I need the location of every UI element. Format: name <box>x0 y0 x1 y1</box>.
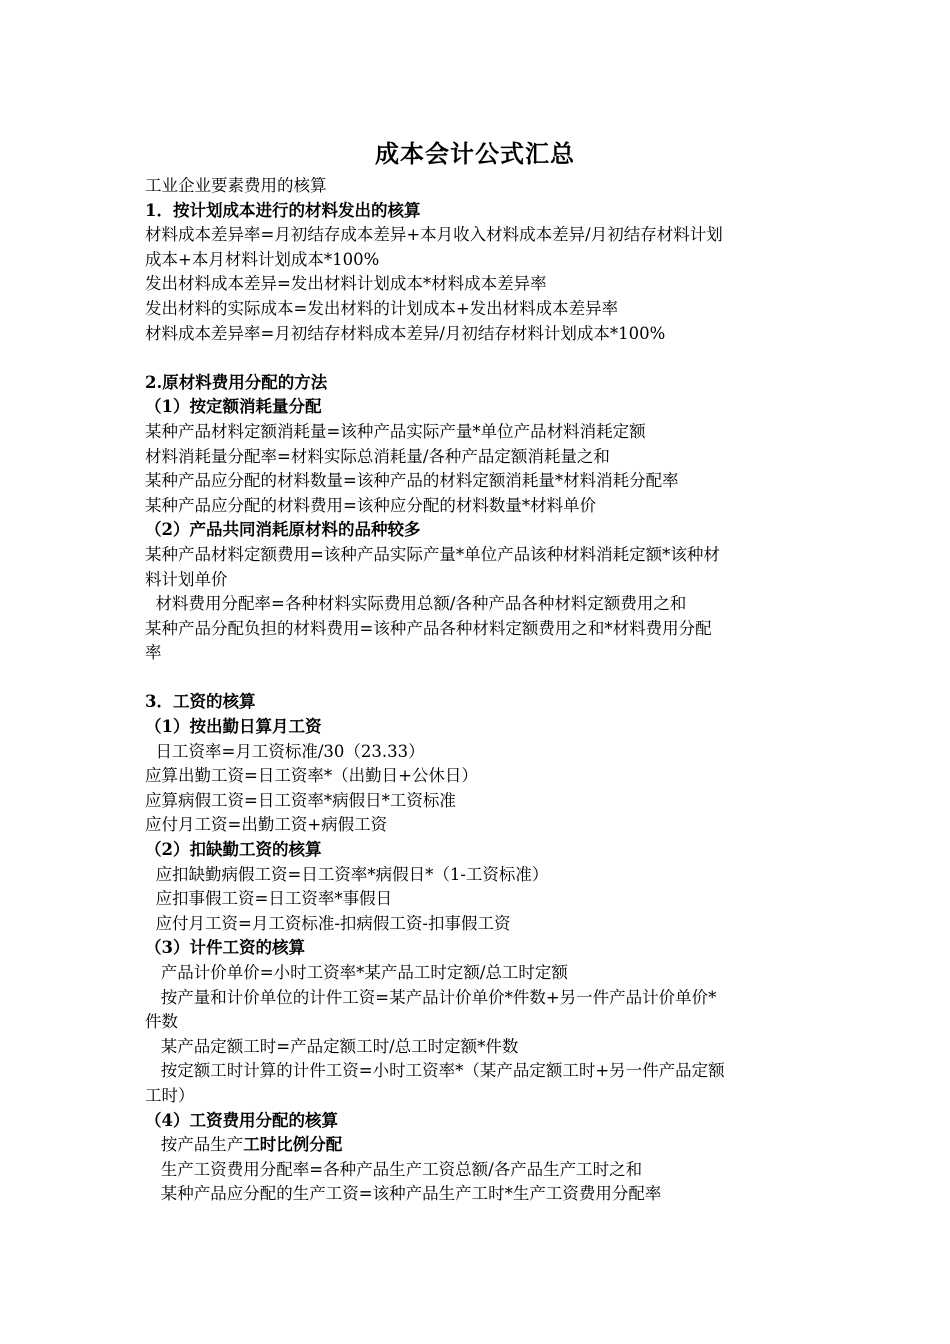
formula-line <box>145 1133 815 1158</box>
formula-line: 发出材料的实际成本=发出材料的计划成本+发出材料成本差异率 <box>145 298 619 318</box>
formula-line: 按产量和计价单位的计件工资=某产品计价单价*件数+另一件产品计价单价* <box>145 987 717 1007</box>
document-title: 成本会计公式汇总 <box>375 139 575 168</box>
formula-line: 某种产品应分配的材料数量=该种产品的材料定额消耗量*材料消耗分配率 <box>145 471 679 491</box>
formula-line: 某种产品应分配的生产工资=该种产品生产工时*生产工资费用分配率 <box>145 1184 662 1204</box>
formula-line: 应付月工资=出勤工资+病假工资 <box>145 815 388 835</box>
formula-line: 率 <box>145 643 162 663</box>
formula-line: 应算出勤工资=日工资率*（出勤日+公休日） <box>145 766 478 786</box>
formula-line: 某种产品分配负担的材料费用=该种产品各种材料定额费用之和*材料费用分配 <box>145 618 712 638</box>
formula-line: 成本+本月材料计划成本*100% <box>145 249 380 269</box>
subsection-heading: （2）扣缺勤工资的核算 <box>145 840 322 860</box>
intro-line: 工业企业要素费用的核算 <box>145 176 327 195</box>
formula-line: 材料消耗量分配率=材料实际总消耗量/各种产品定额消耗量之和 <box>145 446 610 466</box>
formula-line: 应扣缺勤病假工资=日工资率*病假日*（1-工资标准） <box>145 864 549 884</box>
blank-line <box>145 666 815 691</box>
bold-phrase: 工时比例分配 <box>243 1135 343 1155</box>
subsection-heading: （1）按出勤日算月工资 <box>145 717 322 737</box>
subsection-heading: （2）产品共同消耗原材料的品种较多 <box>145 520 421 540</box>
formula-line: 应扣事假工资=日工资率*事假日 <box>145 889 393 909</box>
formula-line: 某产品定额工时=产品定额工时/总工时定额*件数 <box>145 1036 519 1056</box>
formula-line: 材料费用分配率=各种材料实际费用总额/各种产品各种材料定额费用之和 <box>145 594 687 614</box>
formula-line: 生产工资费用分配率=各种产品生产工资总额/各产品生产工时之和 <box>145 1159 643 1179</box>
section-3-heading: 3．工资的核算 <box>145 692 256 712</box>
formula-line: 应算病假工资=日工资率*病假日*工资标准 <box>145 790 456 810</box>
section-1-heading: 1．按计划成本进行的材料发出的核算 <box>145 200 421 220</box>
formula-line: 某种产品材料定额费用=该种产品实际产量*单位产品该种材料消耗定额*该种材 <box>145 544 720 564</box>
subsection-heading: （1）按定额消耗量分配 <box>145 397 322 417</box>
formula-line: 发出材料成本差异=发出材料计划成本*材料成本差异率 <box>145 274 547 294</box>
line-prefix: 按产品生产 <box>145 1135 244 1155</box>
formula-line: 应付月工资=月工资标准-扣病假工资-扣事假工资 <box>145 913 511 933</box>
formula-line: 日工资率=月工资标准/30（23.33） <box>145 741 425 761</box>
formula-line: 料计划单价 <box>145 569 228 589</box>
document-body <box>145 174 815 1207</box>
formula-line: 材料成本差异率=月初结存成本差异+本月收入材料成本差异/月初结存材料计划 <box>145 225 723 245</box>
formula-line: 某种产品应分配的材料费用=该种应分配的材料数量*材料单价 <box>145 495 597 515</box>
formula-line: 按定额工时计算的计件工资=小时工资率*（某产品定额工时+另一件产品定额 <box>145 1061 725 1081</box>
formula-line: 产品计价单价=小时工资率*某产品工时定额/总工时定额 <box>145 963 568 982</box>
formula-line: 工时） <box>145 1085 195 1105</box>
formula-line: 某种产品材料定额消耗量=该种产品实际产量*单位产品材料消耗定额 <box>145 421 646 441</box>
subsection-heading: （4）工资费用分配的核算 <box>145 1110 338 1130</box>
blank-line <box>145 346 815 371</box>
section-2-heading: 2.原材料费用分配的方法 <box>145 372 328 392</box>
subsection-heading: （3）计件工资的核算 <box>145 938 305 958</box>
formula-line: 材料成本差异率=月初结存材料成本差异/月初结存材料计划成本*100% <box>145 323 666 343</box>
formula-line: 件数 <box>145 1012 178 1032</box>
